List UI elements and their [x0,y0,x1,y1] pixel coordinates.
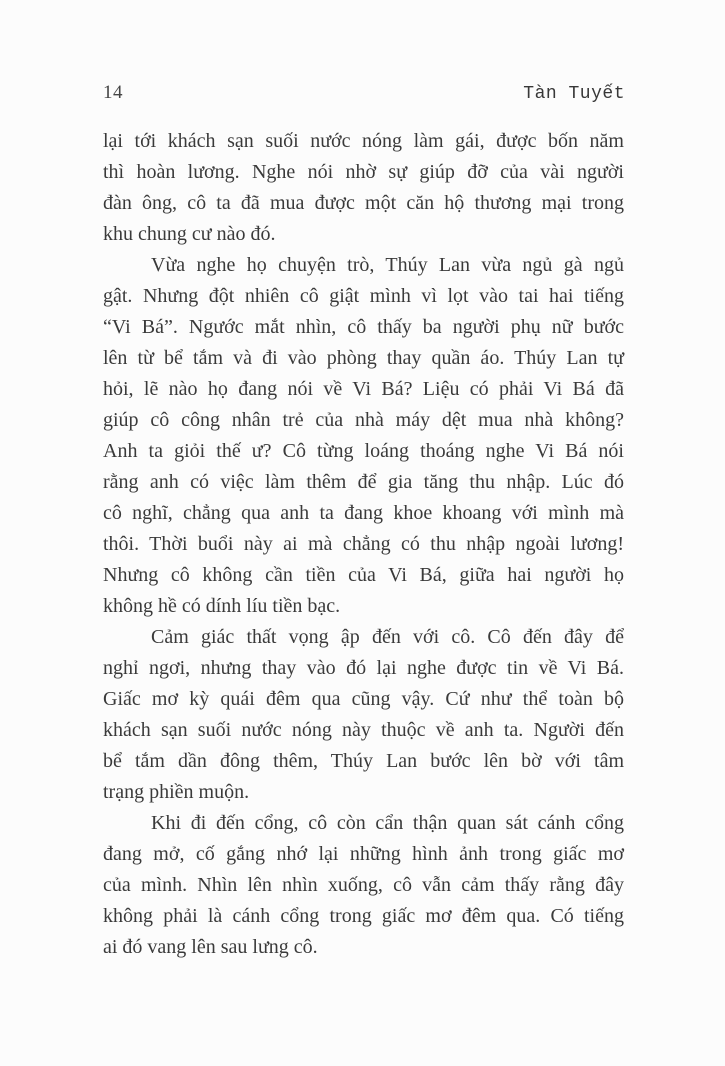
text-line: đàn ông, cô ta đã mua được một căn hộ thương mại trong [103,192,624,214]
paragraph [103,808,624,963]
text-line: cô nghĩ, chẳng qua anh ta đang khoe khoang với mình mà [103,502,624,524]
header-author-name: Tàn Tuyết [523,84,625,104]
paragraph [103,622,624,808]
text-line: rằng anh có việc làm thêm để gia tăng thu nhập. Lúc đó [103,471,624,493]
text-line: Vừa nghe họ chuyện trò, Thúy Lan vừa ngủ gà ngủ [151,254,624,276]
text-line: đang mở, cố gắng nhớ lại những hình ảnh trong giấc mơ [103,843,624,865]
text-line: nghỉ ngơi, nhưng thay vào đó lại nghe được tin về Vi Bá. [103,657,624,679]
text-line: thì hoàn lương. Nghe nói nhờ sự giúp đỡ của vài người [103,161,624,183]
page-number: 14 [103,82,123,103]
text-line: lên từ bể tắm và đi vào phòng thay quần áo. Thúy Lan tự [103,347,624,369]
body-text-block [103,126,624,963]
text-line: Khi đi đến cổng, cô còn cẩn thận quan sát cánh cổng [151,812,624,834]
text-line: Giấc mơ kỳ quái đêm qua cũng vậy. Cứ như thể toàn bộ [103,688,624,710]
paragraph [103,250,624,622]
text-line: khu chung cư nào đó. [103,223,276,245]
paragraph [103,126,624,250]
text-line: Anh ta giỏi thế ư? Cô từng loáng thoáng nghe Vi Bá nói [103,440,624,462]
text-line: ai đó vang lên sau lưng cô. [103,936,318,958]
text-line: khách sạn suối nước nóng này thuộc về anh ta. Người đến [103,719,624,741]
text-line: lại tới khách sạn suối nước nóng làm gái, được bốn năm [103,130,624,152]
text-line: không hề có dính líu tiền bạc. [103,595,341,617]
text-line: không phải là cánh cổng trong giấc mơ đêm qua. Có tiếng [103,905,624,927]
text-line: hỏi, lẽ nào họ đang nói về Vi Bá? Liệu có phải Vi Bá đã [103,378,624,400]
text-line: gật. Nhưng đột nhiên cô giật mình vì lọt vào tai hai tiếng [103,285,624,307]
text-line: bể tắm dần đông thêm, Thúy Lan bước lên bờ với tâm [103,750,624,772]
text-line: trạng phiền muộn. [103,781,250,803]
text-line: Cảm giác thất vọng ập đến với cô. Cô đến đây để [151,626,624,648]
text-line: thôi. Thời buổi này ai mà chẳng có thu nhập ngoài lương! [103,533,624,555]
text-line: của mình. Nhìn lên nhìn xuống, cô vẫn cảm thấy rằng đây [103,874,624,896]
text-line: Nhưng cô không cần tiền của Vi Bá, giữa hai người họ [103,564,624,586]
text-line: “Vi Bá”. Ngước mắt nhìn, cô thấy ba người phụ nữ bước [103,316,624,338]
running-header [103,82,625,104]
text-line: giúp cô công nhân trẻ của nhà máy dệt mua nhà không? [103,409,624,431]
